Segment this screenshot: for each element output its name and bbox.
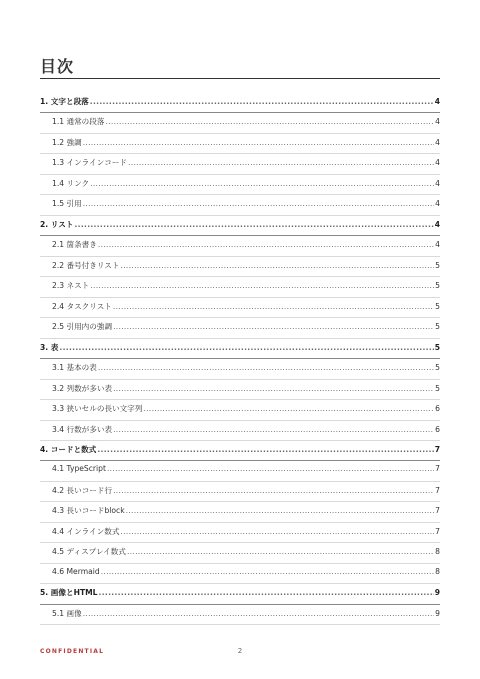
toc-entry-page: 4: [435, 117, 440, 127]
toc-subsection-link[interactable]: [40, 564, 440, 584]
toc-entry-title: 4.5 ディスプレイ数式: [52, 547, 126, 557]
dot-leader: [126, 506, 435, 515]
toc-subsection-link[interactable]: [40, 154, 440, 174]
toc-entry-title: 5.1 画像: [52, 608, 82, 618]
toc-subsection-link[interactable]: [40, 421, 440, 441]
toc-section-link[interactable]: [40, 441, 440, 461]
toc-entry-page: 5: [435, 383, 440, 393]
toc-entry-page: 5: [435, 260, 440, 270]
toc-entry-title: 4. コードと数式: [40, 444, 97, 454]
toc-entry-page: 8: [435, 547, 440, 557]
toc-subsection-link[interactable]: [40, 195, 440, 215]
toc-section-link[interactable]: [40, 216, 440, 236]
toc-entry-title: 4.6 Mermaid: [52, 566, 100, 576]
toc-subsection-link[interactable]: [40, 400, 440, 420]
toc-entry-title: 3.4 行数が多い表: [52, 424, 113, 434]
dot-leader: [83, 199, 434, 208]
toc-subsection-link[interactable]: [40, 134, 440, 154]
toc-entry-page: 4: [435, 199, 440, 209]
toc-entry-page: 5: [435, 281, 440, 291]
toc-subsection-link[interactable]: [40, 543, 440, 563]
toc-entry-title: 2.1 箇条書き: [52, 240, 97, 250]
title-rule: [40, 78, 440, 79]
toc-entry-page: 4: [435, 178, 440, 188]
toc-entry-page: 5: [435, 301, 440, 311]
toc-entry-title: 1.5 引用: [52, 199, 82, 209]
dot-leader: [113, 425, 434, 434]
dot-leader: [83, 609, 434, 618]
toc-entry-title: 3.1 基本の表: [52, 363, 97, 373]
toc-subsection-link[interactable]: [40, 380, 440, 400]
toc-entry-title: 3.3 狭いセルの長い文字列: [52, 404, 143, 414]
dot-leader: [90, 97, 434, 106]
toc-entry-title: 3. 表: [40, 342, 59, 352]
toc-subsection-link[interactable]: [40, 461, 440, 481]
toc-subsection-link[interactable]: [40, 113, 440, 133]
toc-list: [40, 93, 440, 625]
toc-entry-title: 1.3 インラインコード: [52, 158, 128, 168]
toc-subsection-link[interactable]: [40, 257, 440, 277]
dot-leader: [120, 527, 434, 536]
dot-leader: [128, 158, 434, 167]
toc-entry-page: 7: [435, 526, 440, 536]
toc-entry-page: 5: [434, 342, 440, 352]
toc-subsection-link[interactable]: [40, 175, 440, 195]
toc-entry-title: 2.5 引用内の強調: [52, 322, 113, 332]
toc-entry-page: 7: [435, 485, 440, 495]
page-number: 2: [237, 647, 243, 655]
toc-entry-title: 1.4 リンク: [52, 178, 90, 188]
dot-leader: [83, 138, 434, 147]
dot-leader: [59, 343, 433, 352]
toc-subsection-link[interactable]: [40, 318, 440, 338]
toc-entry-title: 2.4 タスクリスト: [52, 301, 112, 311]
toc-subsection-link[interactable]: [40, 605, 440, 625]
toc-entry-title: 3.2 列数が多い表: [52, 383, 113, 393]
toc-section-link[interactable]: [40, 584, 440, 604]
toc-entry-page: 9: [435, 608, 440, 618]
toc-entry-title: 1.1 通常の段落: [52, 117, 105, 127]
toc-entry-page: 4: [435, 137, 440, 147]
dot-leader: [74, 220, 433, 229]
dot-leader: [101, 567, 434, 576]
dot-leader: [105, 117, 434, 126]
toc-entry-title: 4.3 長いコードblock: [52, 506, 125, 516]
toc-entry-page: 5: [435, 322, 440, 332]
toc-entry-title: 2.3 ネスト: [52, 281, 90, 291]
toc-entry-title: 1. 文字と段落: [40, 97, 89, 106]
toc-entry-page: 4: [434, 97, 440, 106]
toc-subsection-link[interactable]: [40, 277, 440, 297]
toc-entry-title: 2. リスト: [40, 219, 74, 229]
toc-title: 目次: [40, 57, 75, 76]
dot-leader: [143, 404, 434, 413]
confidential-label: CONFIDENTIAL: [40, 648, 105, 655]
dot-leader: [113, 486, 434, 495]
toc-entry-page: 4: [434, 219, 440, 229]
dot-leader: [113, 322, 434, 331]
toc-entry-page: 4: [435, 240, 440, 250]
toc-entry-page: 5: [435, 363, 440, 373]
toc-entry-title: 4.2 長いコード行: [52, 485, 113, 495]
toc-entry-title: 1.2 強調: [52, 137, 82, 147]
toc-entry-title: 4.1 TypeScript: [52, 464, 106, 474]
toc-subsection-link[interactable]: [40, 482, 440, 502]
dot-leader: [97, 445, 433, 454]
toc-section-link[interactable]: [40, 93, 440, 113]
toc-entry-title: 4.4 インライン数式: [52, 526, 120, 536]
dot-leader: [113, 384, 434, 393]
dot-leader: [113, 302, 434, 311]
toc-entry-page: 6: [435, 424, 440, 434]
toc-subsection-link[interactable]: [40, 236, 440, 256]
toc-entry-page: 9: [434, 588, 440, 598]
dot-leader: [107, 464, 434, 473]
toc-entry-page: 8: [435, 566, 440, 576]
toc-entry-page: 6: [435, 404, 440, 414]
toc-entry-title: 5. 画像とHTML: [40, 588, 98, 598]
toc-entry-page: 7: [435, 506, 440, 516]
toc-entry-page: 7: [434, 444, 440, 454]
dot-leader: [90, 281, 434, 290]
dot-leader: [90, 179, 434, 188]
dot-leader: [98, 240, 434, 249]
dot-leader: [98, 363, 434, 372]
toc-entry-page: 4: [435, 158, 440, 168]
toc-section-link[interactable]: [40, 339, 440, 359]
toc-entry-page: 7: [435, 464, 440, 474]
toc-entry-title: 2.2 番号付きリスト: [52, 260, 120, 270]
dot-leader: [99, 588, 434, 597]
toc-subsection-link[interactable]: [40, 298, 440, 318]
toc-subsection-link[interactable]: [40, 502, 440, 522]
dot-leader: [127, 547, 434, 556]
toc-subsection-link[interactable]: [40, 359, 440, 379]
dot-leader: [121, 261, 435, 270]
toc-subsection-link[interactable]: [40, 523, 440, 543]
